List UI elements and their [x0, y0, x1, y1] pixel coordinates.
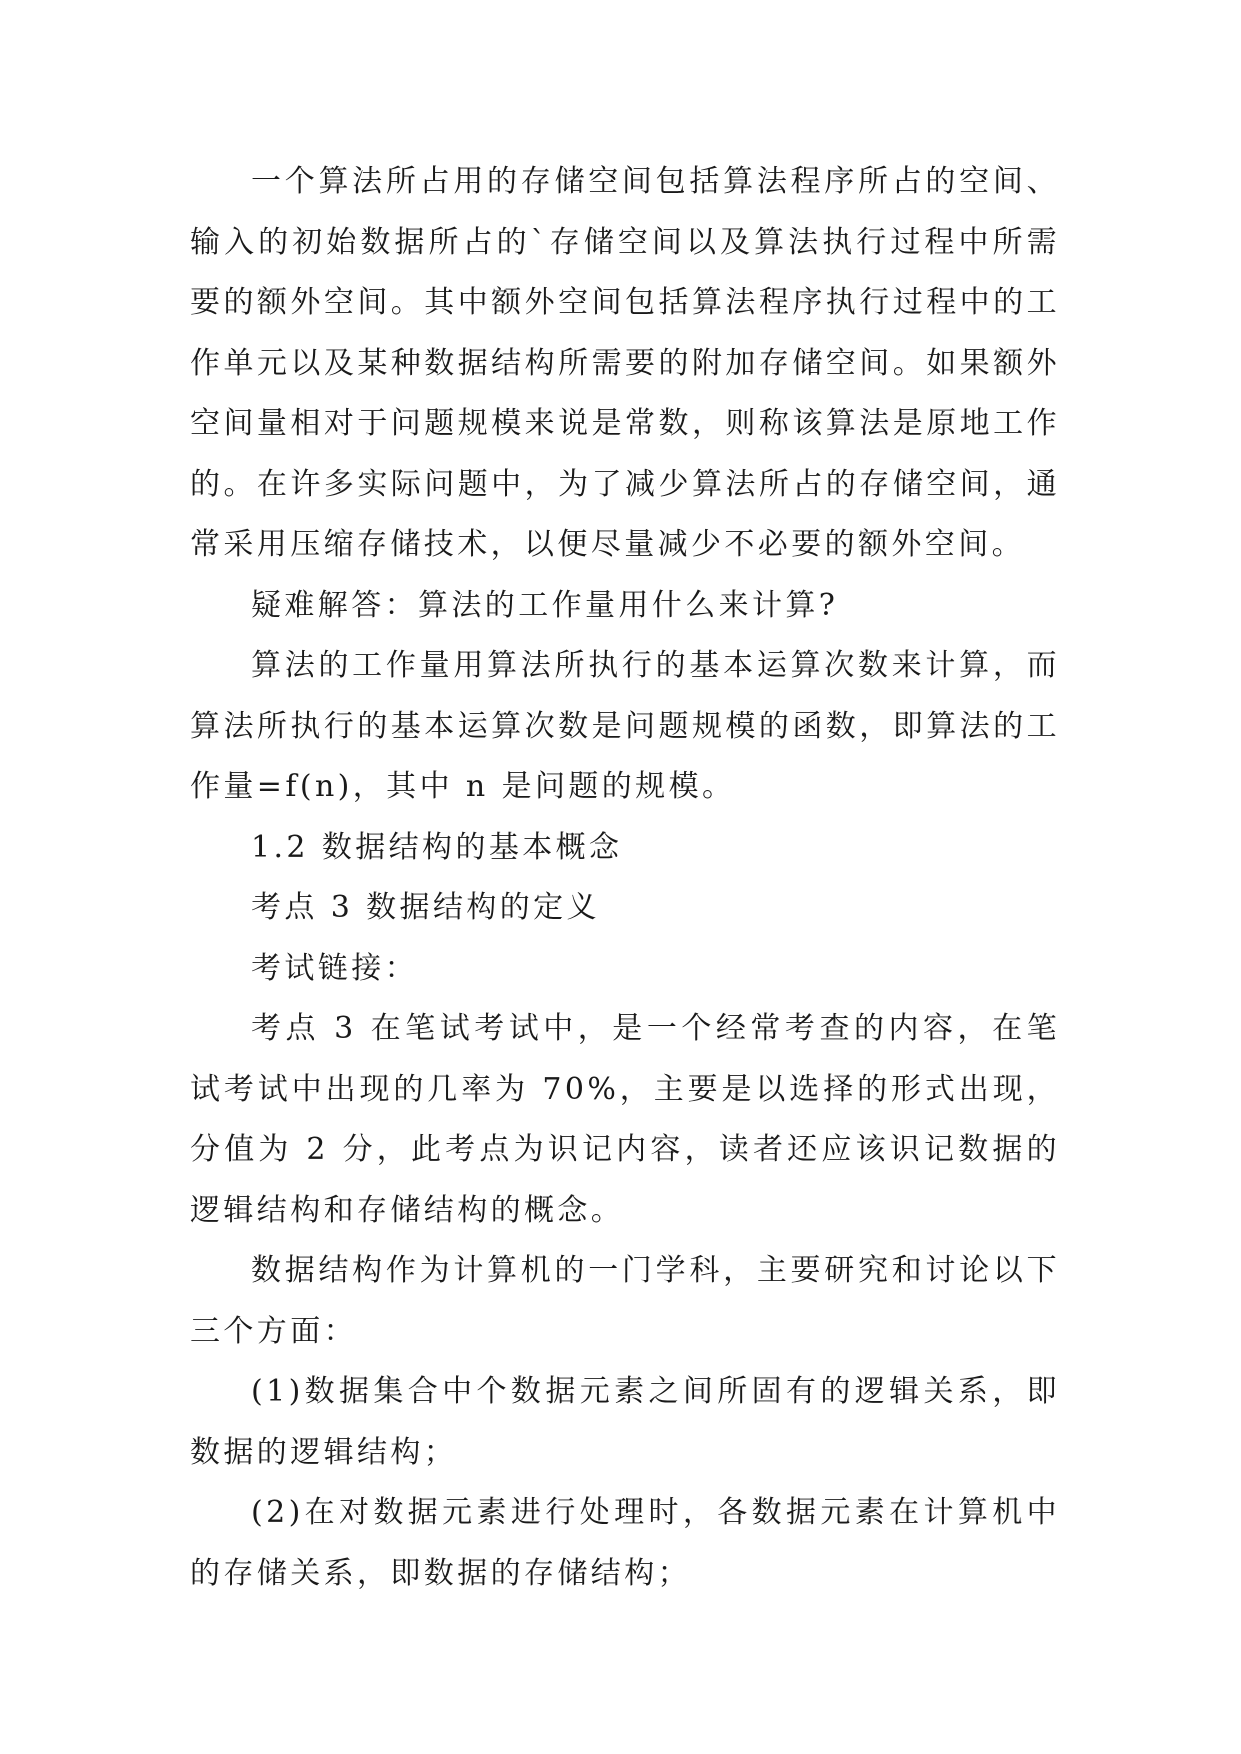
- paragraph-exam-point: 考点 3 在笔试考试中，是一个经常考查的内容，在笔试考试中出现的几率为 70%，主要是以选择的形式出现，分值为 2 分，此考点为识记内容，读者还应该识记数据的逻辑结构和存储结构的概念。: [190, 1011, 1060, 1228]
- exam-point-heading: 考点 3 数据结构的定义: [251, 890, 600, 925]
- paragraph-space-complexity: 一个算法所占用的存储空间包括算法程序所占的空间、输入的初始数据所占的`存储空间以及算法执行过程中所需要的额外空间。其中额外空间包括算法程序执行过程中的工作单元以及某种数据结构所需要的附加存储空间。如果额外空间量相对于问题规模来说是常数，则称该算法是原地工作的。在许多实际问题中，为了减少算法所占的存储空间，通常采用压缩存储技术，以便尽量减少不必要的额外空间。: [190, 164, 1060, 562]
- exam-link-label: 考试链接：: [251, 950, 418, 986]
- document-body: [190, 152, 1060, 1604]
- paragraph-data-structure-intro: 数据结构作为计算机的一门学科，主要研究和讨论以下三个方面：: [190, 1253, 1060, 1349]
- section-heading: 1.2 数据结构的基本概念: [251, 829, 623, 865]
- list-item-logical-structure: (1)数据集合中个数据元素之间所固有的逻辑关系，即数据的逻辑结构；: [190, 1374, 1060, 1470]
- list-item-storage-structure: (2)在对数据元素进行处理时，各数据元素在计算机中的存储关系，即数据的存储结构；: [190, 1495, 1060, 1591]
- paragraph-faq-question: 疑难解答：算法的工作量用什么来计算?: [251, 587, 839, 623]
- paragraph-faq-answer: 算法的工作量用算法所执行的基本运算次数来计算，而算法所执行的基本运算次数是问题规模的函数，即算法的工作量=f(n)，其中 n 是问题的规模。: [190, 648, 1060, 804]
